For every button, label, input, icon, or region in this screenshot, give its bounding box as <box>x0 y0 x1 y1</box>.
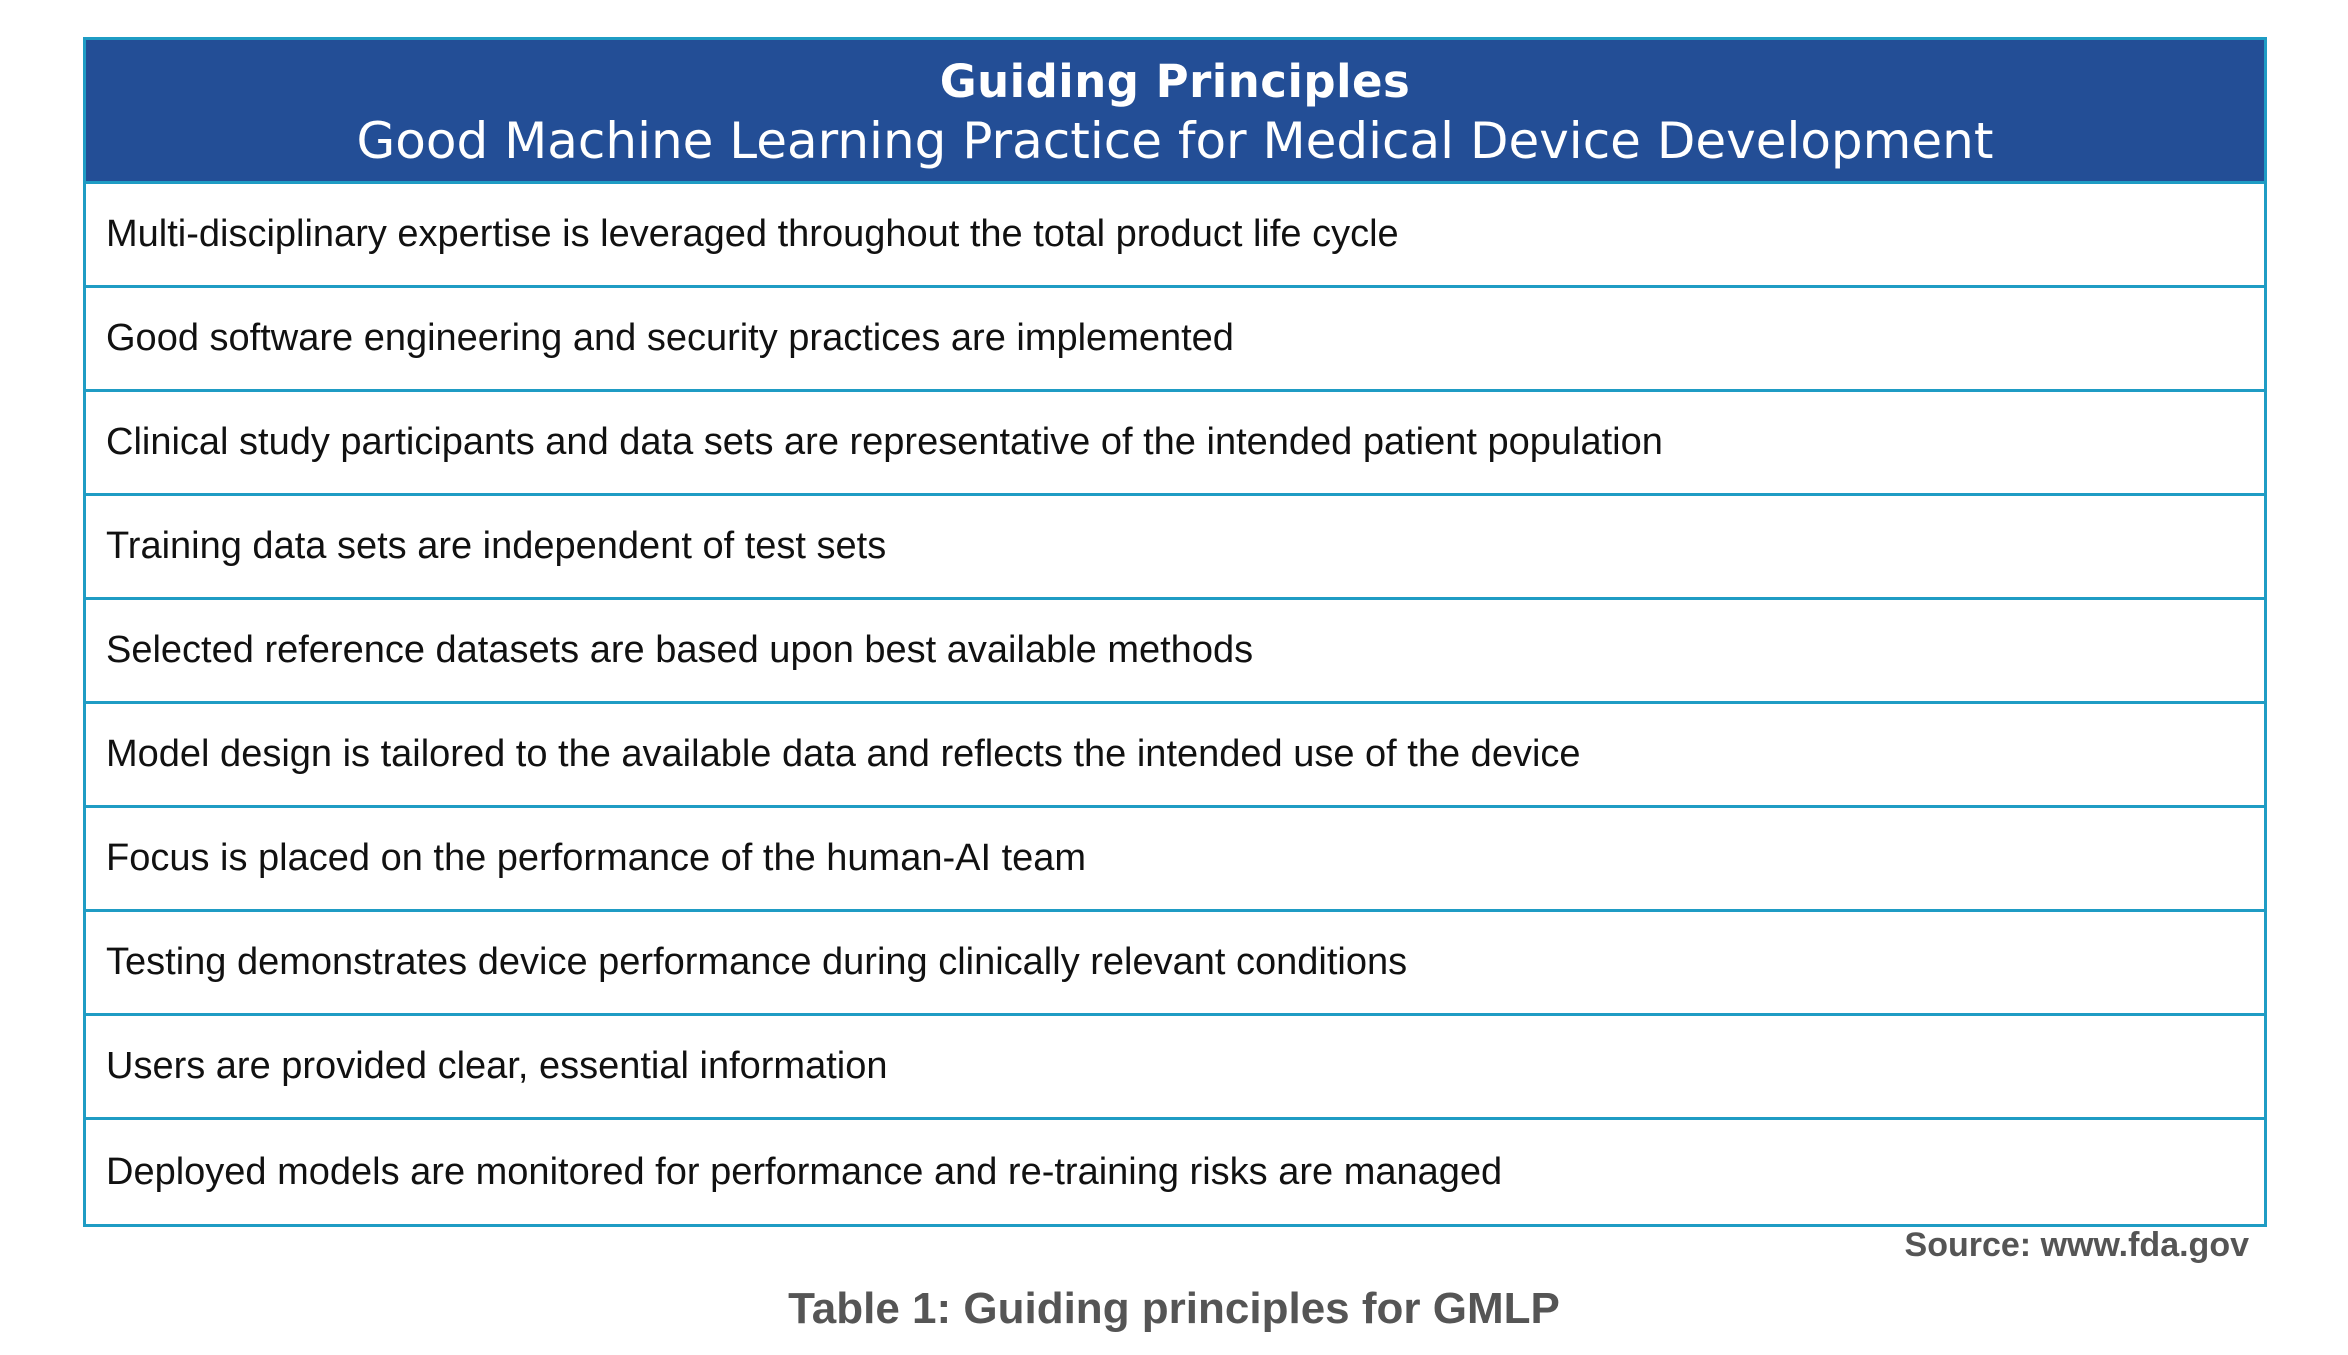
source-note: Source: www.fda.gov <box>1904 1226 2249 1264</box>
table-row: Good software engineering and security practices are implemented <box>86 288 2264 392</box>
table-header <box>86 40 2264 184</box>
table-row: Model design is tailored to the available data and reflects the intended use of the device <box>86 704 2264 808</box>
table-row: Testing demonstrates device performance during clinically relevant conditions <box>86 912 2264 1016</box>
table-row: Deployed models are monitored for performance and re-training risks are managed <box>106 1150 1503 1193</box>
table-row: Users are provided clear, essential information <box>86 1016 2264 1120</box>
principles-table <box>83 37 2267 1227</box>
table-row: Selected reference datasets are based upon best available methods <box>86 600 2264 704</box>
table-row: Focus is placed on the performance of the human-AI team <box>86 808 2264 912</box>
table-subtitle: Good Machine Learning Practice for Medical Device Development <box>356 112 1994 170</box>
table-title: Guiding Principles <box>939 55 1411 108</box>
table-row: Clinical study participants and data sets are representative of the intended patient population <box>86 392 2264 496</box>
table-row: Multi-disciplinary expertise is leveraged throughout the total product life cycle <box>86 184 2264 288</box>
table-caption: Table 1: Guiding principles for GMLP <box>788 1284 1560 1333</box>
table-row: Training data sets are independent of test sets <box>86 496 2264 600</box>
